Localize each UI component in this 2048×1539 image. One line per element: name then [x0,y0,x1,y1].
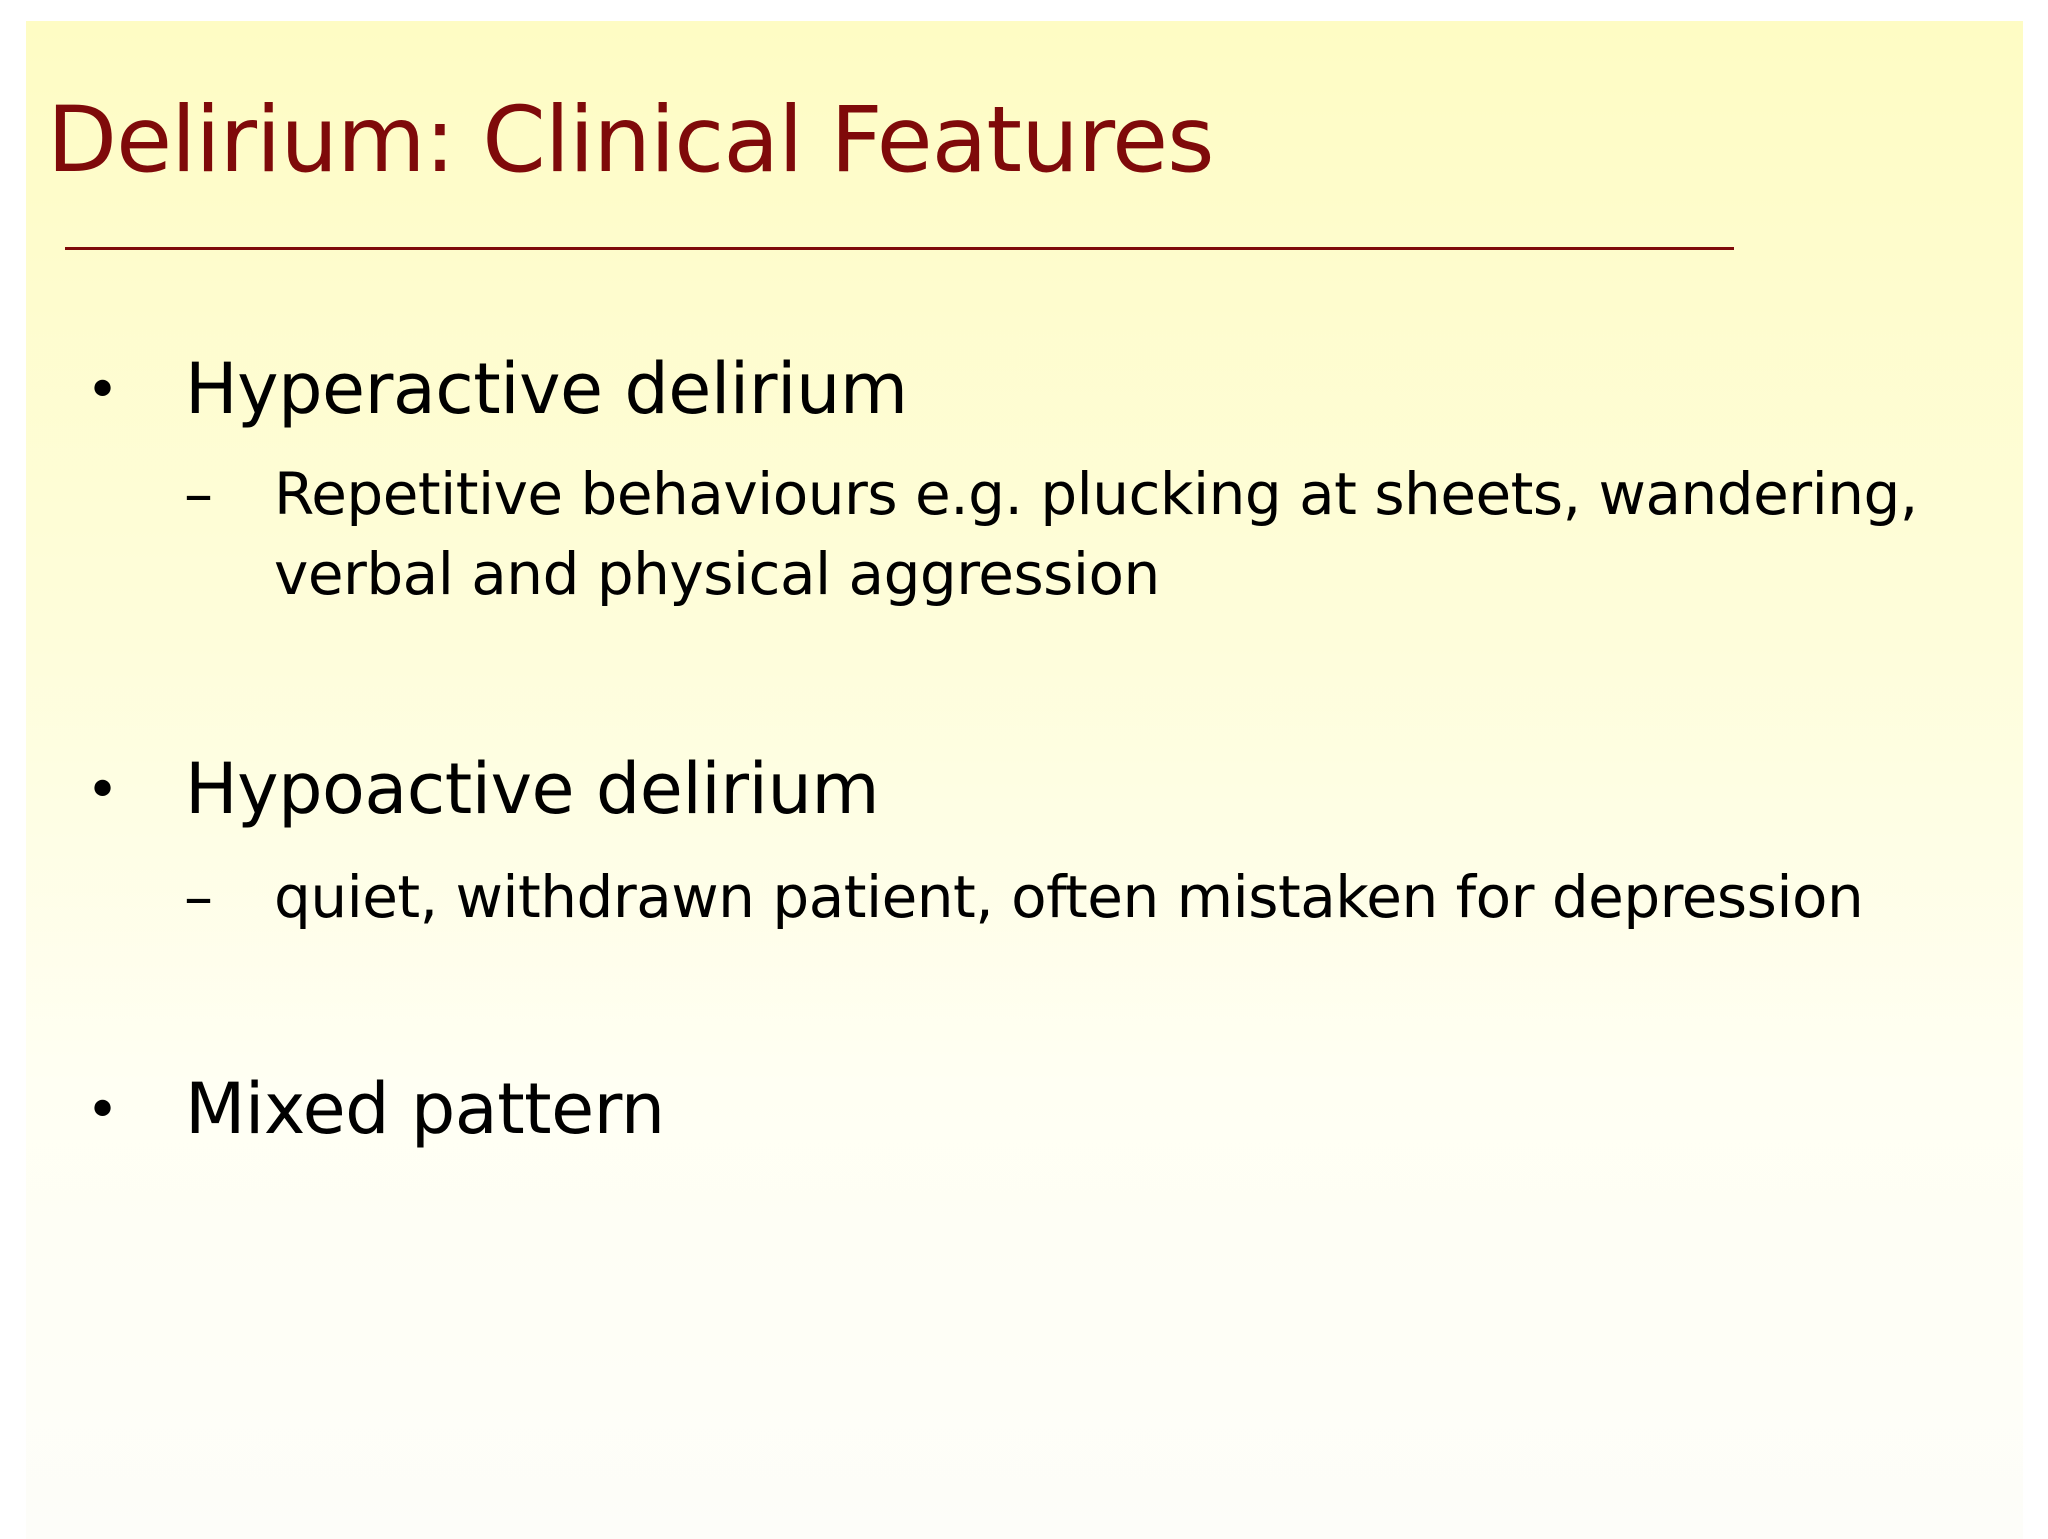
slide [26,21,2023,1539]
sub-bullet-text: Repetitive behaviours e.g. plucking at sheets, wandering, verbal and physical aggression [274,460,1918,608]
bullet-item [86,1069,665,1150]
sub-bullet-marker: – [184,460,213,528]
title-divider [65,247,1734,250]
slide-title: Delirium: Clinical Features [47,88,1214,193]
bullet-marker: • [86,358,119,423]
sub-bullet-item [184,454,1974,614]
bullet-text: Hypoactive delirium [185,748,880,830]
sub-bullet-text: quiet, withdrawn patient, often mistaken for depression [274,863,1864,931]
bullet-text: Mixed pattern [185,1068,665,1150]
bullet-marker: • [86,1078,119,1143]
sub-bullet-item [184,857,1974,937]
bullet-marker: • [86,758,119,823]
bullet-item [86,749,879,830]
sub-bullet-marker: – [184,863,213,931]
bullet-text: Hyperactive delirium [185,348,908,430]
bullet-item [86,349,908,430]
